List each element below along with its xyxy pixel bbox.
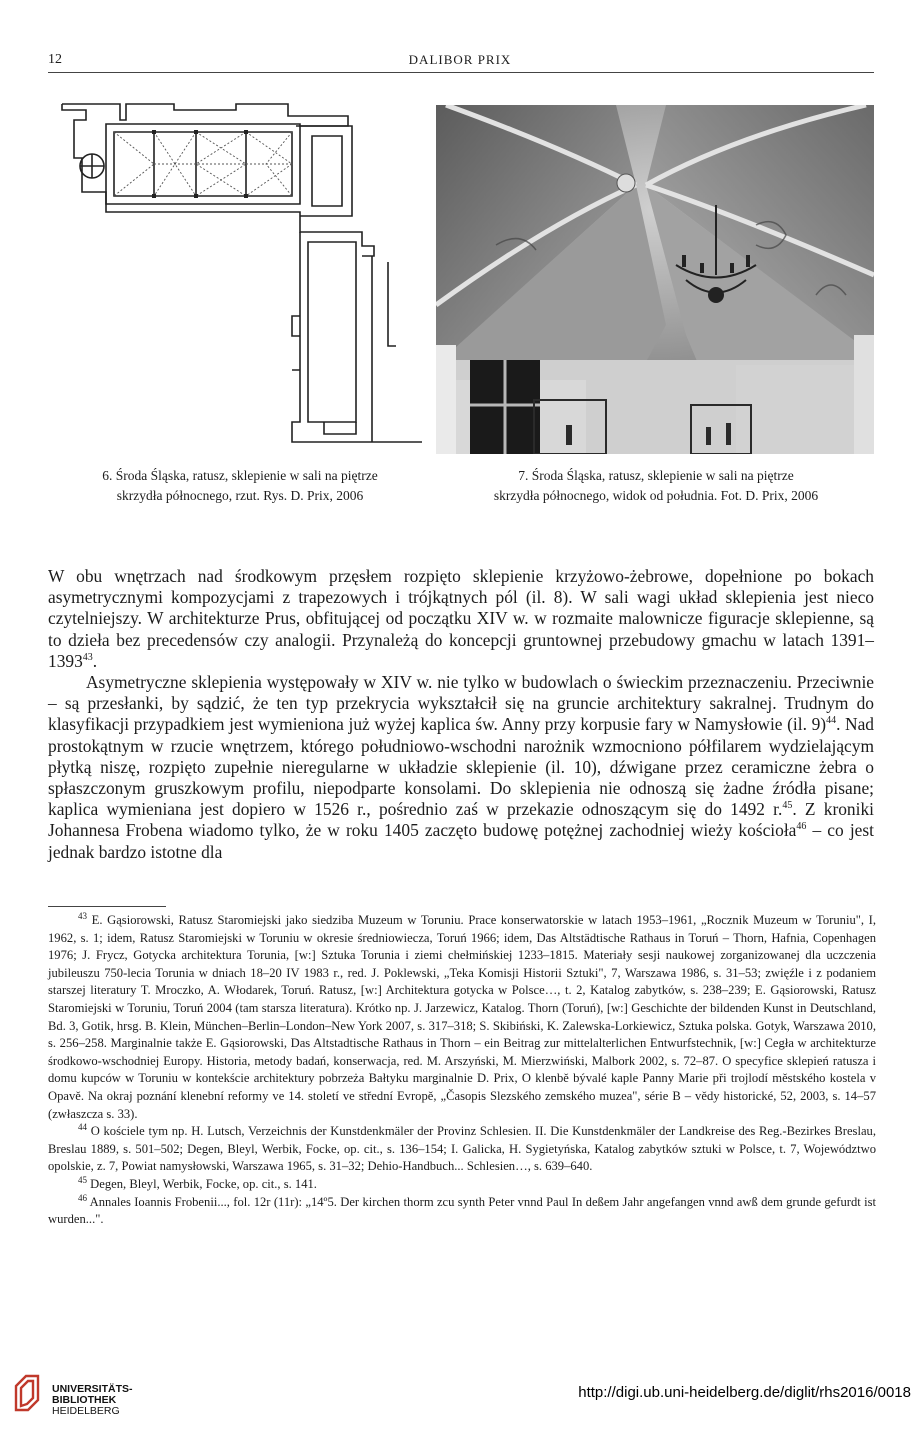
footnote-text: Annales Ioannis Frobenii..., fol. 12r (11r): „14º5. Der kirchen thorm zcu synth Peter vnnd Paul In deßem Jahr angefangen vnnd awß dem grunde gefurdt ist wurden...". bbox=[48, 1194, 876, 1227]
figure-6-caption-line1: 6. Środa Śląska, ratusz, sklepienie w sali na piętrze bbox=[102, 468, 378, 483]
body-text bbox=[48, 566, 874, 863]
library-name bbox=[52, 1384, 133, 1417]
running-head: DALIBOR PRIX bbox=[408, 52, 512, 67]
footnote-45 bbox=[48, 1176, 876, 1194]
paragraph-1-text: W obu wnętrzach nad środkowym przęsłem rozpięto sklepienie krzyżowo-żebrowe, dopełnione po bokach asymetrycznymi kompozycjami z trapezowych i trójkątnych pól (il. 8). W sali wagi układ sklepienia jest nieco czytelniejszy. W architekturze Prus, obfitującej od początku XIV w. w rozmaite malownicze figuracje sklepienne, są to dzieła bez precedensów czy analogii. Przynależą do koncepcji gruntownej przebudowy gmachu w latach 1391–1393 bbox=[48, 566, 874, 671]
footnote-ref-43[interactable]: 43 bbox=[82, 652, 93, 664]
library-name-line3: HEIDELBERG bbox=[52, 1405, 120, 1417]
footnote-number: 45 bbox=[78, 1174, 87, 1185]
library-name-line2: BIBLIOTHEK bbox=[52, 1394, 117, 1406]
paragraph-1-end: . bbox=[92, 650, 98, 671]
figure-7-caption-line2: skrzydła północnego, widok od południa. Fot. D. Prix, 2006 bbox=[493, 488, 819, 503]
footnote-46 bbox=[48, 1194, 876, 1229]
page-number: 12 bbox=[48, 52, 62, 67]
footnote-43 bbox=[48, 912, 876, 1123]
paragraph-2-text-d: – co jest jednak bardzo istotne dla bbox=[48, 820, 874, 862]
footnote-text: O kościele tym np. H. Lutsch, Verzeichnis der Kunstdenkmäler der Provinz Schlesien. II. Die Kunstdenkmäler der Landkreise des Reg.-Bezirkes Breslau, Breslau 1889, s. 501–502; Degen, Bleyl, Werbik, Focke, op. cit., s. 136–154; I. Galicka, H. Sygietyńska, Katalog zabytków sztuki w Polsce, t. 7, Województwo opolskie, z. 7, Powiat namysłowski, Warszawa 1965, s. 31–32; Dehio-Handbuch... Schlesien…, s. 639–640. bbox=[48, 1124, 876, 1174]
library-name-line1: UNIVERSITÄTS- bbox=[52, 1383, 133, 1395]
footnote-ref-44[interactable]: 44 bbox=[826, 715, 837, 727]
paragraph-2-text-c: . Z kroniki Johannesa Frobena wiadomo tylko, że w roku 1405 zaczęto budowę potężnej zachodniej wieży kościoła bbox=[48, 799, 874, 841]
footnote-number: 44 bbox=[78, 1121, 87, 1132]
paragraph-2-text-b: . Nad prostokątnym w rzucie wnętrzem, którego południowo-wschodni narożnik wzmocniono półfilarem wydzielającym płytką niszę, rozpięto zupełnie nieregularne w układzie sklepienie (il. 10), dźwigane przez ceramiczne żebra o spłaszczonym gruszkowym profilu, niepodparte konsolami. Do sklepienia nie odnoszą się żadne źródła pisane; kaplica wymieniana jest dopiero w 1526 r., pośrednio zaś w przekazie odnoszącym się do 1492 r. bbox=[48, 714, 875, 820]
footnote-number: 43 bbox=[78, 910, 87, 921]
figure-6-caption bbox=[48, 466, 432, 506]
paragraph-2 bbox=[48, 672, 874, 863]
paragraph-1 bbox=[48, 566, 874, 672]
figure-7-caption-line1: 7. Środa Śląska, ratusz, sklepienie w sali na piętrze bbox=[518, 468, 794, 483]
figure-7-caption bbox=[448, 466, 864, 506]
footnote-ref-45[interactable]: 45 bbox=[782, 800, 793, 812]
footnote-ref-46[interactable]: 46 bbox=[796, 821, 807, 833]
figure-6-caption-line2: skrzydła północnego, rzut. Rys. D. Prix, 2006 bbox=[116, 488, 364, 503]
footnote-44 bbox=[48, 1123, 876, 1176]
footnote-rule bbox=[48, 906, 166, 907]
footnote-number: 46 bbox=[78, 1192, 87, 1203]
floor-plan-figure bbox=[56, 96, 428, 456]
ub-heidelberg-logo-icon[interactable] bbox=[12, 1372, 42, 1414]
footnotes bbox=[48, 912, 876, 1229]
paragraph-2-text-a: Asymetryczne sklepienia występowały w XIV w. nie tylko w budowlach o świeckim przeznaczeniu. Przeciwnie – są przesłanki, by sądzić, że ten typ przekrycia wykształcił się na gruncie architektury sakralnej. Trudnym do klasyfikacji przypadkiem jest wymieniona już wyżej kaplica św. Anny przy korpusie fary w Namysłowie (il. 9) bbox=[48, 672, 874, 735]
header-rule bbox=[48, 72, 874, 73]
footnote-text: E. Gąsiorowski, Ratusz Staromiejski jako siedziba Muzeum w Toruniu. Prace konserwatorskie w latach 1953–1961, „Rocznik Muzeum w Toruniu", I, 1962, s. 1; idem, Ratusz Staromiejski w Toruniu w okresie średniowiecza, Toruń 1966; idem, Das Altstädtische Rathaus in Toruń – Thorn, Hafnia, Copenhagen 1976; J. Frycz, Gotycka architektura Torunia, [w:] Sztuka Torunia i ziemi chełmińskiej 1233–1815. Materiały sesji naukowej zorganizowanej dla uczczenia jubileuszu 750-lecia Torunia w dniach 18–20 IV 1983 r., red. J. Poklewski, „Teka Komisji Historii Sztuki", 7, Warszawa 1986, s. 31–53; zwięźle i z podaniem starszej literatury T. Mroczko, A. Włodarek, Toruń. Ratusz, [w:] Architektura gotycka w Polsce…, t. 2, Katalog zabytków, s. 238–239; E. Gąsiorowski, Ratusz Staromiejski w Toruniu, Toruń 2004 (tam starsza literatura). Krótko np. J. Jarzewicz, Katalog. Thorn (Toruń), [w:] Geschichte der bildenden Kunst in Deutschland, Bd. 3, Gotik, hrsg. B. Klein, München–Berlin–London–New York 2007, s. 317–318; S. Skibiński, K. Zalewska-Lorkiewicz, Sztuka polska. Gotyk, Warszawa 2010, s. 256–258. Marginalnie także E. Gąsiorowski, Das Altstadtische Rathaus in Thorn – ein Beitrag zur mittelalterlichen Entwurfstechnik, [w:] Cegła w architekturze środkowo-wschodniej Europy. Historia, metody badań, konserwacja, red. M. Arszyński, M. Mierzwiński, Malbork 2002, s. 72–87. O specyfice sklepień ratusza i domu kupców w Toruniu w kontekście architektury pobrzeża Bałtyku marginalnie D. Prix, O klenbě bývalé kaple Panny Marie při trojlodí městského kostela v Opavě. Na okraj poznání klenební reformy ve 14. století ve střední Evropě, „Časopis Slezského zemského muzea", série B – vědy historické, 52, 2003, s. 14–57 (zwłaszcza s. 33). bbox=[48, 913, 876, 1121]
footnote-text: Degen, Bleyl, Werbik, Focke, op. cit., s. 141. bbox=[90, 1176, 317, 1191]
vault-photo-figure bbox=[436, 105, 874, 454]
page-url-link[interactable]: http://digi.ub.uni-heidelberg.de/diglit/rhs2016/0018 bbox=[578, 1384, 911, 1401]
